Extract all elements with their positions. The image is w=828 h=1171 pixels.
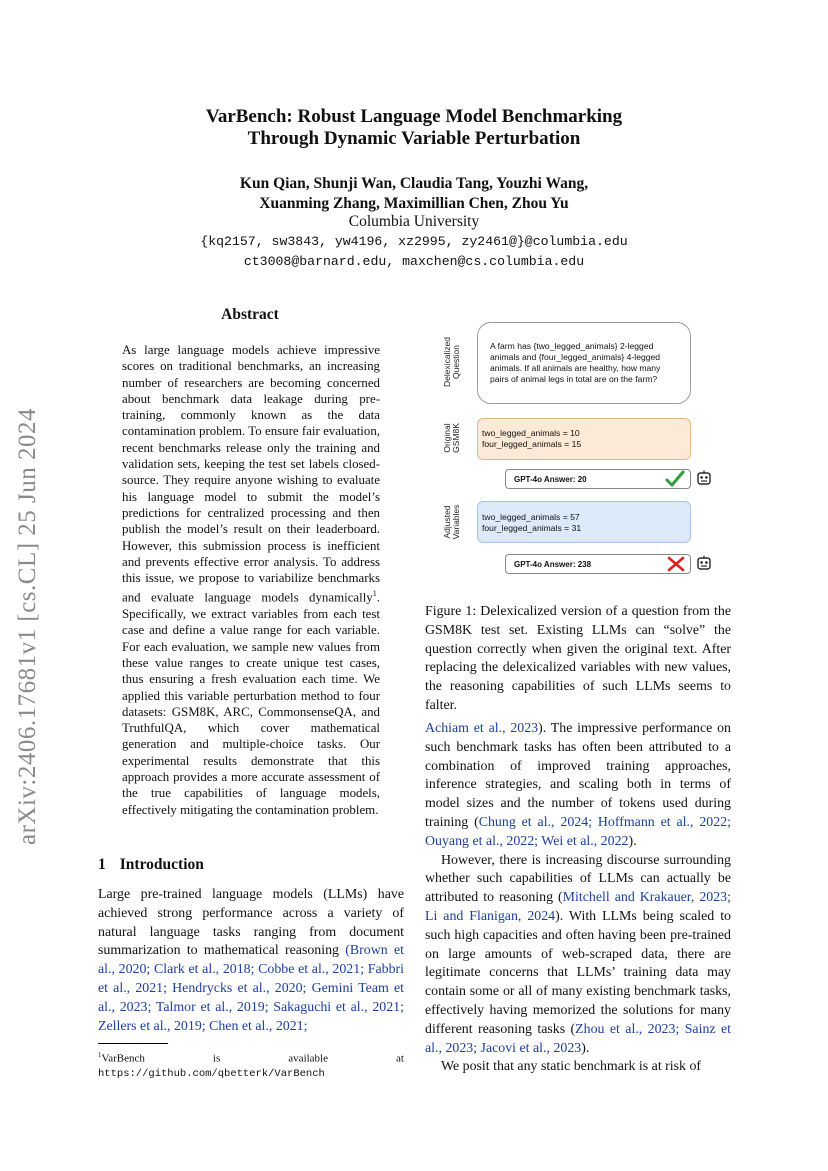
arxiv-identifier: arXiv:2406.17681v1 [cs.CL] 25 Jun 2024	[14, 407, 41, 845]
paragraph-text: ).	[628, 833, 637, 849]
citation-links[interactable]: (Brown et al., 2020; Clark et al., 2018; Cobbe et al., 2021; Fabbri et al., 2021; Hendrycks et al., 2020; Gemini Team et al., 2023; Talmor et al., 2019; Sakaguchi et al., 2021; Zellers et al., 2019; Chen et al., 2021;	[98, 943, 404, 1034]
robot-icon	[697, 470, 711, 486]
answer-box-original	[505, 469, 691, 489]
right-column-text	[425, 720, 731, 1077]
label-line: GSM8K	[451, 423, 461, 453]
footnote-marker[interactable]: 1	[372, 589, 377, 599]
label-line: Original	[442, 423, 452, 453]
intro-text: Large pre-trained language models (LLMs) have achieved strong performance across a variety of natural language tasks ranging from document summarization to mathematical reasoning	[98, 887, 404, 959]
authors-line-1: Kun Qian, Shunji Wan, Claudia Tang, Youzhi Wang,	[239, 175, 589, 192]
section-title: Introduction	[119, 856, 204, 873]
section-number: 1	[98, 856, 106, 873]
cross-icon	[667, 556, 685, 572]
paragraph	[425, 852, 731, 1059]
intro-paragraph	[98, 886, 404, 1036]
title-line-1: VarBench: Robust Language Model Benchmarking	[205, 106, 623, 127]
paper-title	[0, 106, 828, 150]
question-box: A farm has {two_legged_animals} 2-legged animals and {four_legged_animals} 4-legged animals. If all animals are healthy, how many pairs of animal legs in total are on the farm?	[477, 322, 691, 404]
authors-line-2: Xuanming Zhang, Maximillian Chen, Zhou Yu	[259, 195, 569, 212]
github-link[interactable]: https://github.com/qbetterk/VarBench	[98, 1067, 325, 1080]
paragraph-text: However, there is increasing discourse surrounding whether such capabilities of LLMs can actually be attributed to reasoning (	[425, 852, 731, 906]
title-line-2: Through Dynamic Variable Perturbation	[247, 128, 581, 149]
paragraph	[425, 720, 731, 852]
paragraph-text: ). The impressive performance on such benchmark tasks has often been attributed to a combination of improved training approaches, inference strategies, and scaling both in terms of model sizes and the number of tokens used during training (	[425, 721, 731, 830]
figure-1	[425, 318, 730, 588]
check-icon	[665, 470, 685, 488]
label-line: Delexicalized	[442, 336, 452, 388]
paragraph: We posit that any static benchmark is at risk of	[441, 1059, 702, 1075]
footnote-rule	[98, 1043, 168, 1044]
emails-line-1: {kq2157, sw3843, yw4196, xz2995, zy2461@}@columbia.edu	[200, 234, 628, 249]
label-delexicalized-question	[443, 332, 463, 392]
authors	[0, 174, 828, 214]
footnote	[98, 1048, 404, 1081]
abstract-heading: Abstract	[221, 306, 279, 323]
label-line: Question	[451, 344, 461, 380]
variable-line: two_legged_animals = 10	[482, 428, 580, 438]
variable-line: four_legged_animals = 31	[482, 522, 582, 533]
answer-text: GPT-4o Answer: 238	[514, 560, 592, 569]
citation-link[interactable]: Zhou et al., 2023; Sainz et al., 2023; Jacovi et al., 2023	[425, 1021, 731, 1056]
answer-text: GPT-4o Answer: 20	[514, 475, 587, 484]
robot-icon	[697, 555, 711, 571]
variable-line: four_legged_animals = 15	[482, 438, 582, 449]
paragraph-text: ). With LLMs being scaled to such high capacities and often having been pre-trained on large amounts of web-scraped data, there are legitimate concerns that LLMs’ training data may contain some or all of many existing benchmark tasks, effectively having memorized the solutions for many different reasoning tasks (	[425, 908, 731, 1037]
label-original-gsm8k	[443, 416, 463, 460]
paragraph-text: ).	[581, 1040, 590, 1056]
footnote-number: 1	[98, 1051, 102, 1059]
label-line: Variables	[451, 504, 461, 540]
section-heading	[98, 856, 218, 874]
label-line: Adjusted	[442, 505, 452, 539]
citation-link[interactable]: Chung et al., 2024; Hoffmann et al., 2022; Ouyang et al., 2022; Wei et al., 2022	[425, 814, 731, 849]
label-adjusted-variables	[443, 500, 463, 544]
abstract-text: As large language models achieve impressive scores on traditional benchmarks, an increasing number of researchers are becoming concerned about benchmark data leakage during pre-training, commonly known as the data contamination problem. To ensure fair evaluation, recent benchmarks release only the training and validation sets, keeping the test set labels closed-source. They require anyone wishing to evaluate his language model to submit the model’s predictions for centralized processing and then publish the model’s result on their leaderboard. However, this submission process is inefficient and prevents effective error analysis. To address this issue, we propose to variabilize benchmarks and evaluate language models dynamically	[122, 343, 380, 605]
adjusted-variables-box	[477, 501, 691, 543]
original-variables-box	[477, 418, 691, 460]
affiliation: Columbia University	[348, 213, 480, 230]
figure-caption: Figure 1: Delexicalized version of a question from the GSM8K test set. Existing LLMs can “solve” the question correctly when given the original text. After replacing the delexicalized variables with new values, the reasoning capabilities of such LLMs seems to falter.	[425, 604, 731, 713]
abstract-text-2: . Specifically, we extract variables from each test case and define a value range for each variable. For each evaluation, we sample new values from these value ranges to create unique test cases, thus ensuring a fresh evaluation each time. We applied this variable perturbation method to four datasets: GSM8K, ARC, CommonsenseQA, and TruthfulQA, which cover mathematical generation and multiple-choice tasks. Our experimental results demonstrate that this approach provides a more accurate assessment of the true capabilities of language models, effectively mitigating the contamination problem.	[122, 590, 380, 817]
author-emails	[0, 232, 828, 271]
emails-line-2: ct3008@barnard.edu, maxchen@cs.columbia.edu	[243, 253, 585, 269]
citation-link[interactable]: Achiam et al., 2023	[425, 721, 539, 736]
answer-box-adjusted	[505, 554, 691, 574]
footnote-text: VarBench is available at	[101, 1052, 404, 1065]
abstract-body	[122, 342, 380, 818]
citation-link[interactable]: Mitchell and Krakauer, 2023; Li and Flanigan, 2024	[425, 890, 731, 924]
variable-line: two_legged_animals = 57	[482, 512, 580, 522]
